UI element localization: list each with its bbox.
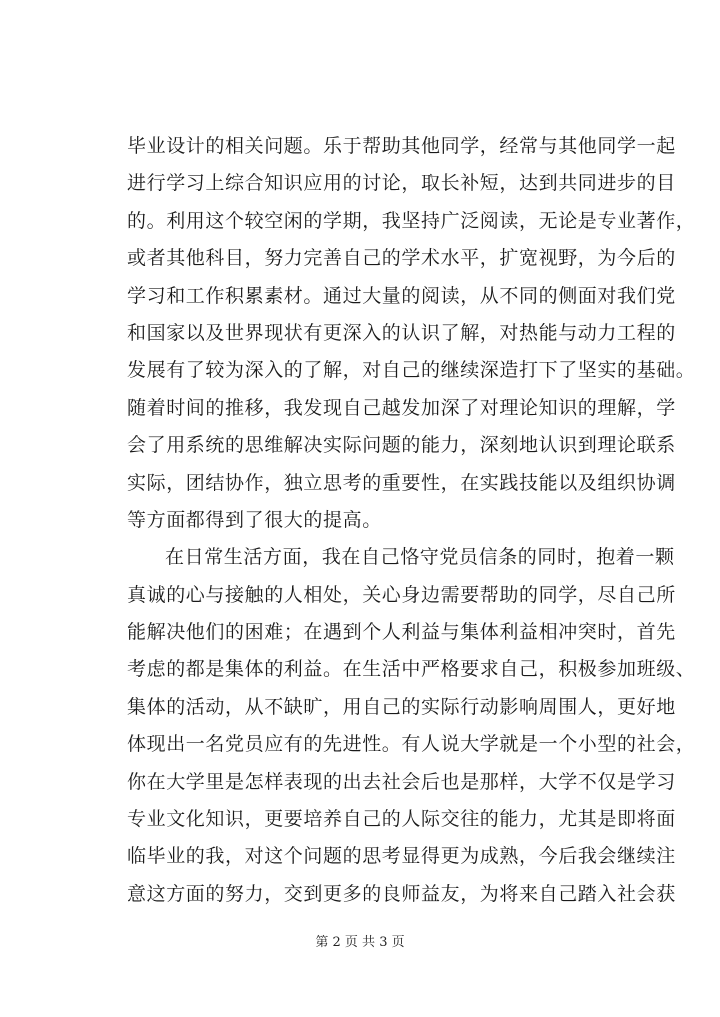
paragraph-2-line: 你在大学里是怎样表现的出去社会后也是那样，大学不仅是学习 — [127, 770, 676, 793]
paragraph-1-line: 实际，团结协作，独立思考的重要性，在实践技能以及组织协调 — [127, 471, 676, 494]
paragraph-2-line: 考虑的都是集体的利益。在生活中严格要求自己，积极参加班级、 — [127, 658, 696, 681]
paragraph-2-line: 集体的活动，从不缺旷，用自己的实际行动影响周围人，更好地 — [127, 695, 676, 718]
paragraph-2-first-line: 在日常生活方面，我在自己恪守党员信条的同时，抱着一颗 — [165, 546, 675, 569]
paragraph-2-line: 能解决他们的困难；在遇到个人利益与集体利益相冲突时，首先 — [127, 621, 676, 644]
paragraph-2-line: 意这方面的努力，交到更多的良师益友，为将来自己踏入社会获 — [127, 882, 676, 905]
paragraph-1-line: 发展有了较为深入的了解，对自己的继续深造打下了坚实的基础。 — [127, 359, 696, 382]
paragraph-1-line: 学习和工作积累素材。通过大量的阅读，从不同的侧面对我们党 — [127, 284, 676, 307]
paragraph-1-line: 毕业设计的相关问题。乐于帮助其他同学，经常与其他同学一起 — [127, 135, 676, 157]
paragraph-1-line: 和国家以及世界现状有更深入的认识了解，对热能与动力工程的 — [127, 321, 676, 344]
paragraph-2-line: 体现出一名党员应有的先进性。有人说大学就是一个小型的社会， — [127, 733, 696, 756]
paragraph-2-line: 临毕业的我，对这个问题的思考显得更为成熟，今后我会继续注 — [127, 845, 676, 868]
body-text — [127, 128, 696, 913]
paragraph-1-line: 的。利用这个较空闲的学期，我坚持广泛阅读，无论是专业著作， — [127, 209, 696, 232]
paragraph-1-line: 等方面都得到了很大的提高。 — [127, 508, 382, 531]
paragraph-2-line: 真诚的心与接触的人相处，关心身边需要帮助的同学，尽自己所 — [127, 583, 676, 606]
page-footer — [0, 931, 720, 950]
paragraph-1-line: 随着时间的推移，我发现自己越发加深了对理论知识的理解，学 — [127, 396, 676, 419]
paragraph-1-line: 或者其他科目，努力完善自己的学术水平，扩宽视野，为今后的 — [127, 247, 676, 270]
page-number: 第 2 页 共 3 页 — [315, 935, 405, 950]
paragraph-2-line: 专业文化知识，更要培养自己的人际交往的能力，尤其是即将面 — [127, 808, 676, 831]
paragraph-1-line: 会了用系统的思维解决实际问题的能力，深刻地认识到理论联系 — [127, 434, 676, 457]
paragraph-1-line: 进行学习上综合知识应用的讨论，取长补短，达到共同进步的目 — [127, 172, 676, 195]
